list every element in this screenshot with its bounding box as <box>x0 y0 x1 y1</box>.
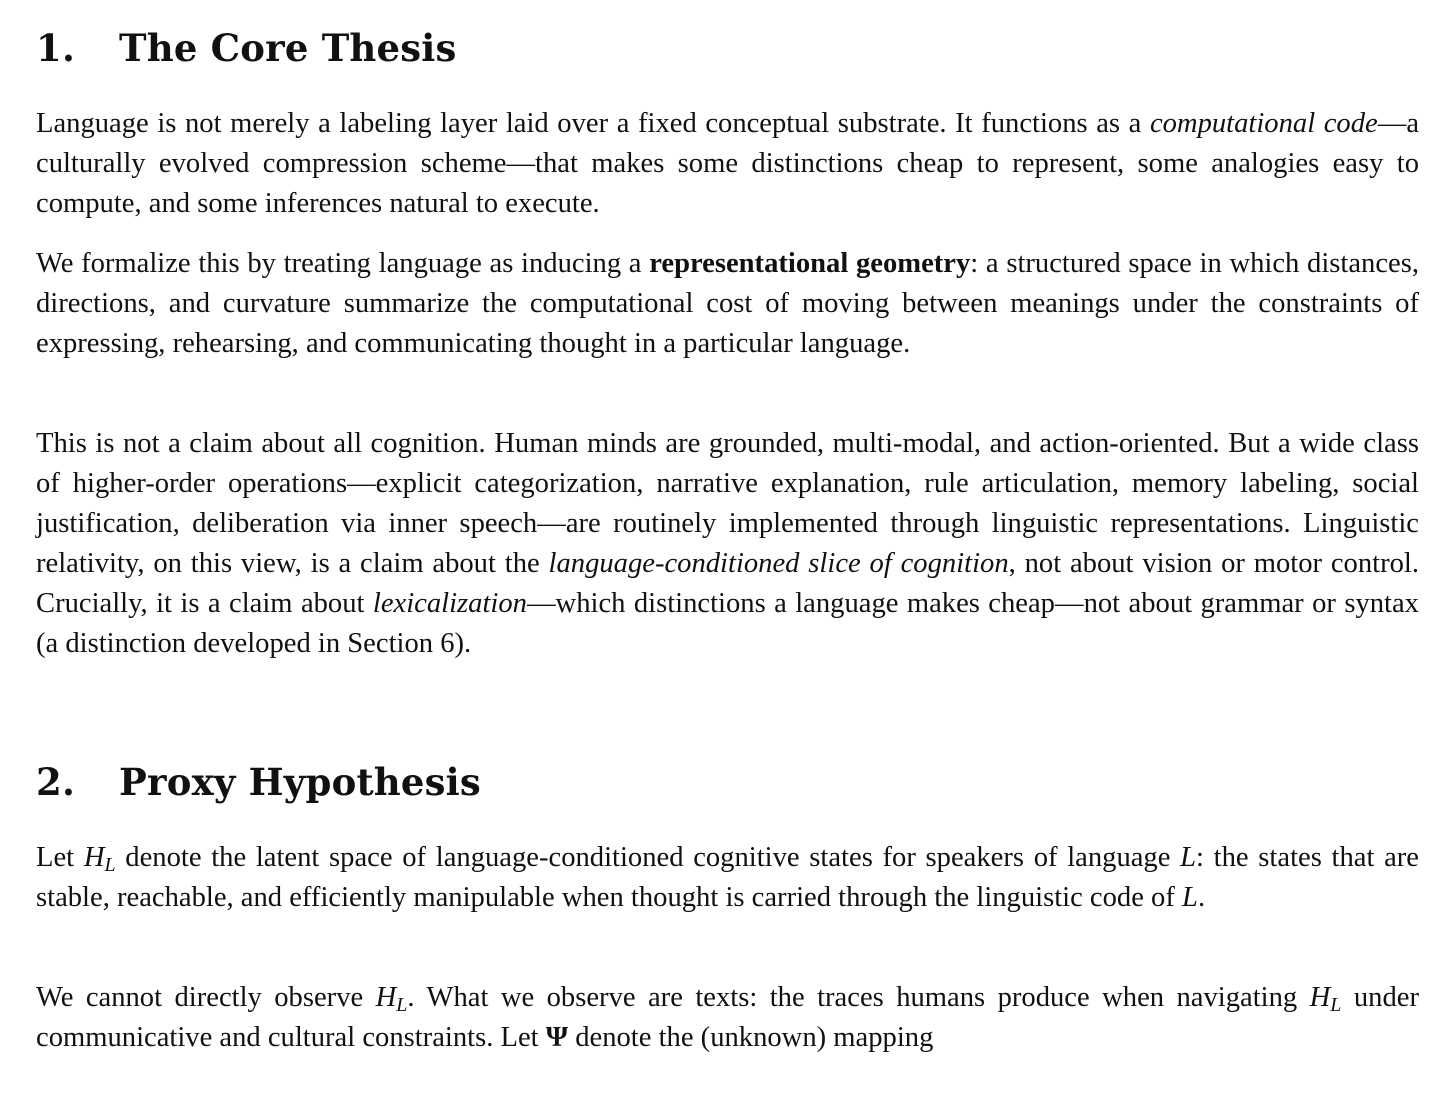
text-run: , not about vision or motor control. Crucially, it is a claim about <box>36 548 1419 619</box>
text-run: denote the latent space of language-conditioned cognitive states for speakers of language <box>115 842 1181 873</box>
paragraph <box>36 244 1419 364</box>
text-run: . What we observe are texts: the traces humans produce when navigating <box>407 982 1310 1013</box>
text-run: —which distinctions a language makes cheap—not about grammar or syntax (a distinction developed in Section 6). <box>36 588 1419 659</box>
emphasis-text: lexicalization <box>372 588 527 619</box>
emphasis-text: language-conditioned slice of cognition <box>548 548 1009 579</box>
paragraph <box>36 424 1419 664</box>
text-run: Let <box>36 842 84 873</box>
math-var: H <box>1309 982 1331 1013</box>
text-run: : a structured space in which distances, directions, and curvature summarize the computational cost of moving between meanings under the constraints of expressing, rehearsing, and communicating thought in a particular language. <box>36 248 1420 359</box>
section-heading-proxy-hypothesis <box>36 760 481 804</box>
section-number: 2. <box>36 760 76 804</box>
math-symbol <box>1309 982 1342 1016</box>
section-heading-core-thesis <box>36 26 457 70</box>
math-subscript: L <box>1330 994 1342 1016</box>
text-run: denote the (unknown) mapping <box>568 1022 934 1053</box>
bold-term: representational geometry <box>649 248 971 279</box>
text-run: This is not a claim about all cognition. Human minds are grounded, multi-modal, and action-oriented. But a wide class of higher-order operations—explicit categorization, narrative explanation, rule articulation, memory labeling, social justification, deliberation via inner speech—are routinely implemented through linguistic representations. Linguistic relativity, on this view, is a claim about the <box>36 428 1419 579</box>
text-run: We formalize this by treating language as inducing a <box>36 248 650 279</box>
text-run: —a culturally evolved compression scheme—that makes some distinctions cheap to represent, some analogies easy to compute, and some inferences natural to execute. <box>36 108 1420 219</box>
math-symbol: L <box>1182 882 1198 913</box>
text-run: Language is not merely a labeling layer laid over a fixed conceptual substrate. It functions as a <box>36 108 1150 139</box>
text-run: : the states that are stable, reachable, and efficiently manipulable when thought is carried through the linguistic code of <box>36 842 1420 913</box>
math-symbol <box>83 842 116 876</box>
math-subscript: L <box>396 994 408 1016</box>
paragraph <box>36 978 1419 1058</box>
section-number: 1. <box>36 26 76 70</box>
math-var: H <box>83 842 105 873</box>
section-title: Proxy Hypothesis <box>119 760 481 804</box>
text-run: under communicative and cultural constraints. Let <box>36 982 1419 1053</box>
paragraph <box>36 838 1419 918</box>
math-subscript: L <box>104 854 116 876</box>
math-symbol: L <box>1180 842 1197 873</box>
psi-symbol: Ψ <box>545 1022 569 1053</box>
section-title: The Core Thesis <box>119 26 457 70</box>
text-run: . <box>1197 882 1206 913</box>
text-run: We cannot directly observe <box>36 982 376 1013</box>
emphasis-text: computational code <box>1149 108 1378 139</box>
math-var: H <box>375 982 397 1013</box>
math-symbol <box>375 982 408 1016</box>
paragraph <box>36 104 1419 224</box>
